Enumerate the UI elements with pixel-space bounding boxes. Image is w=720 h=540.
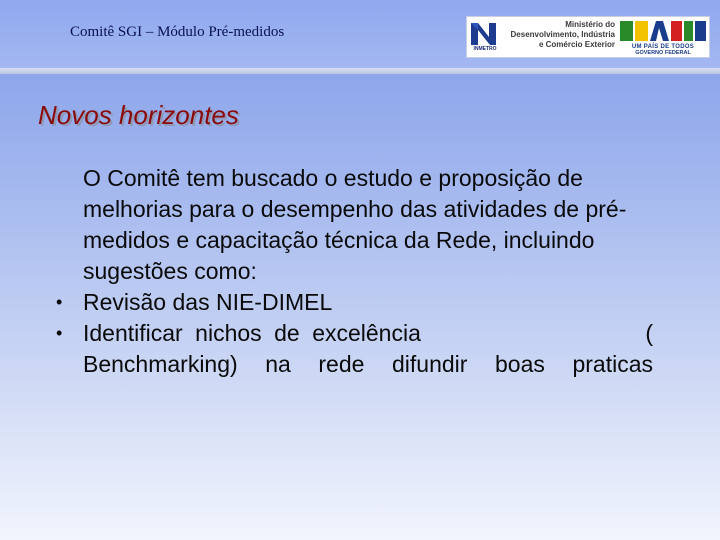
- slide-title: Novos horizontes: [38, 100, 239, 130]
- bullet-text: Revisão das NIE-DIMEL: [83, 289, 333, 315]
- bullet-marker: •: [56, 323, 63, 343]
- institutional-logos: [466, 16, 710, 58]
- bullet-text: Identificar nichos de excelência ( Benchmarking) na rede difundir boas praticas: [83, 320, 660, 377]
- bullet-marker: •: [56, 292, 63, 312]
- header-title: Comitê SGI – Módulo Pré-medidos: [70, 24, 285, 40]
- slide-header: [0, 0, 720, 68]
- bullet-item: [56, 318, 660, 380]
- header-divider: [0, 68, 720, 74]
- intro-paragraph: O Comitê tem buscado o estudo e proposição de melhorias para o desempenho das atividades de pré-medidos e capacitação técnica da Rede, incluindo sugestões como:: [83, 165, 627, 284]
- brasil-tagline: UM PAÍS DE TODOS: [631, 44, 695, 50]
- inmetro-label: INMETRO: [473, 46, 497, 52]
- ministry-name: Ministério do Desenvolvimento, Indústria e Comércio Exterior: [510, 20, 615, 49]
- government-label: GOVERNO FEDERAL: [635, 50, 691, 56]
- brasil-logo: [619, 19, 707, 43]
- slide-body: [56, 163, 660, 380]
- bullet-item: [56, 287, 653, 318]
